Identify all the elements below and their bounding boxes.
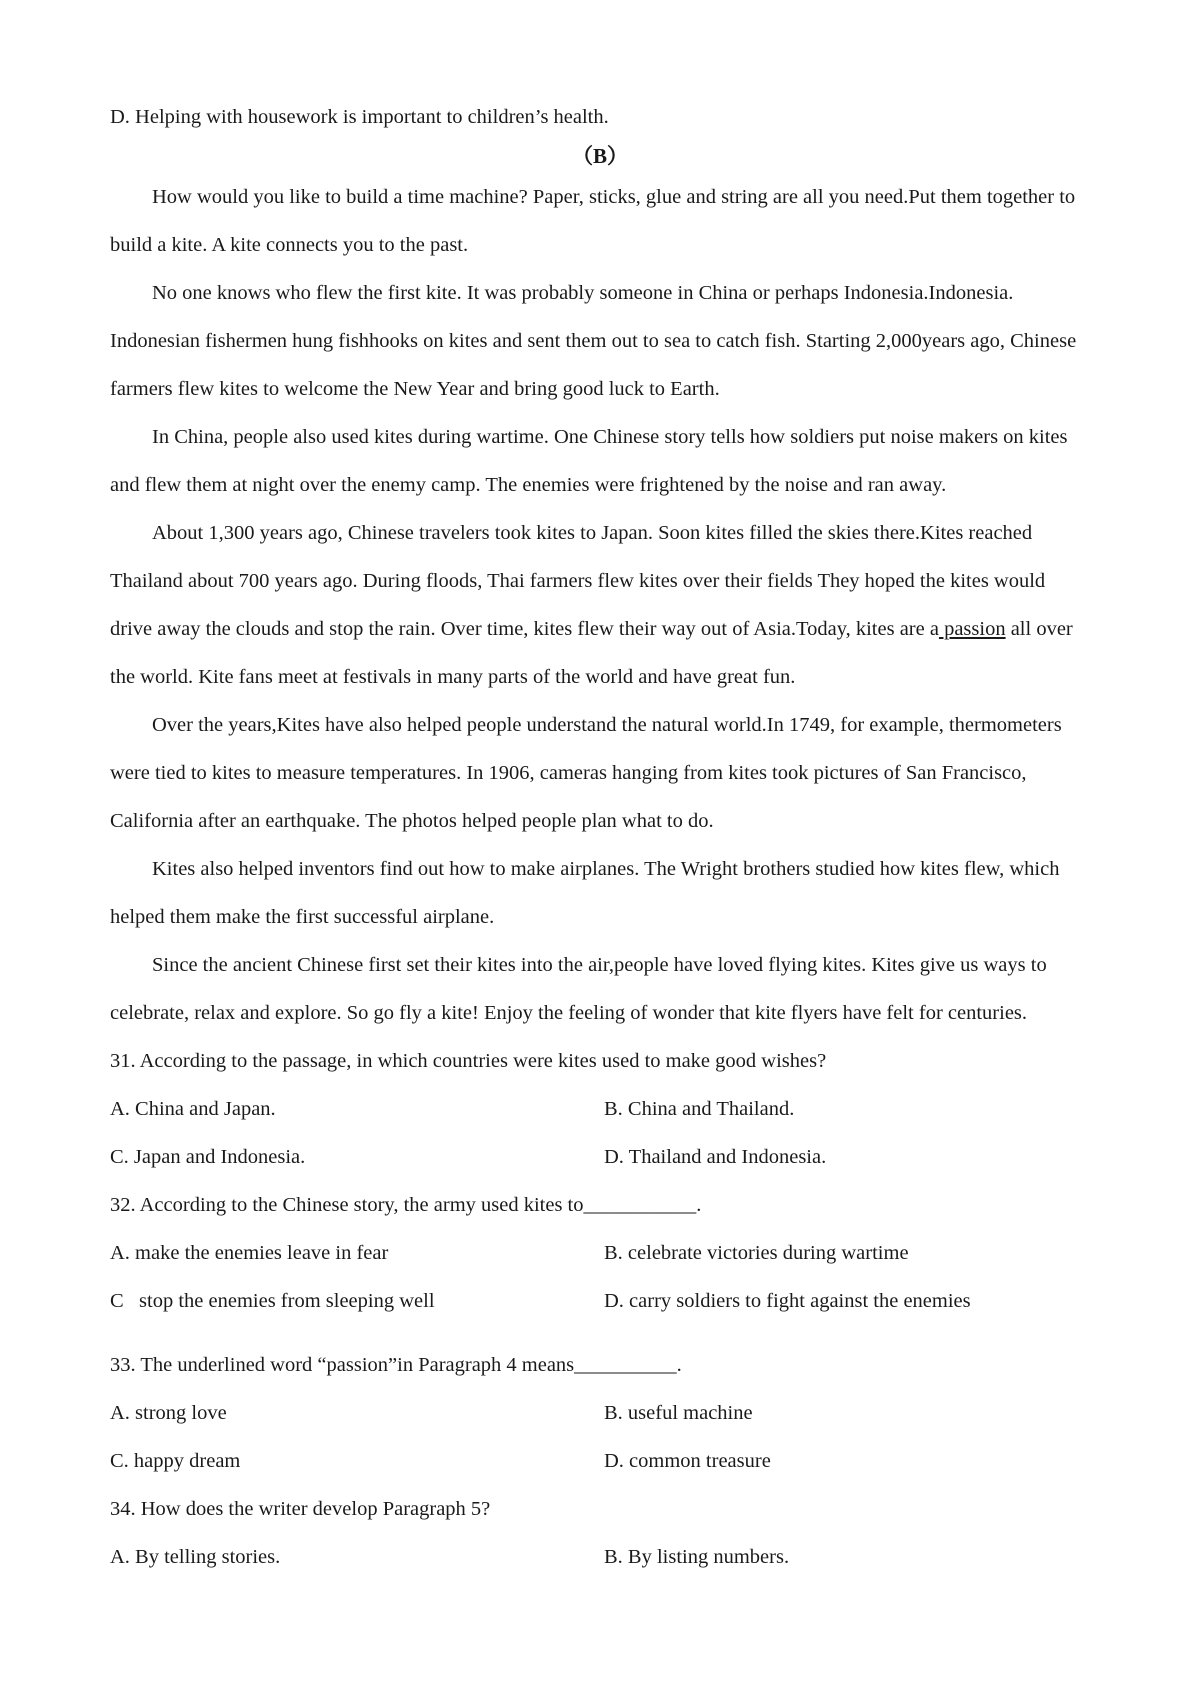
paragraph-5-line: Over the years,Kites have also helped people understand the natural world.In 1749, for example, thermometers <box>152 714 1062 736</box>
paragraph-7-line: Since the ancient Chinese first set their kites into the air,people have loved flying kites. Kites give us ways to <box>152 954 1047 976</box>
paragraph-2-line: No one knows who flew the first kite. It was probably someone in China or perhaps Indonesia.Indonesia. <box>152 282 1014 304</box>
option-b: B. China and Thailand. <box>604 1098 795 1120</box>
paragraph-1-line: build a kite. A kite connects you to the past. <box>110 234 469 256</box>
option-c: C stop the enemies from sleeping well <box>110 1290 435 1312</box>
option-d: D. common treasure <box>604 1450 771 1472</box>
underlined-word-passion: passion <box>938 618 1006 640</box>
paragraph-1-line: How would you like to build a time machine? Paper, sticks, glue and string are all you need.Put them together to <box>152 186 1076 208</box>
paragraph-2-line: Indonesian fishermen hung fishhooks on kites and sent them out to sea to catch fish. Starting 2,000years ago, Chinese <box>110 330 1077 352</box>
question-stem: 34. How does the writer develop Paragraph 5? <box>110 1498 491 1520</box>
paragraph-4-line: the world. Kite fans meet at festivals in many parts of the world and have great fun. <box>110 666 796 688</box>
paragraph-2-line: farmers flew kites to welcome the New Year and bring good luck to Earth. <box>110 378 720 400</box>
paragraph-3-line: In China, people also used kites during wartime. One Chinese story tells how soldiers put noise makers on kites <box>152 426 1068 448</box>
option-a: A. make the enemies leave in fear <box>110 1242 389 1264</box>
previous-option-d: D. Helping with housework is important to children’s health. <box>110 106 609 128</box>
option-b: B. celebrate victories during wartime <box>604 1242 909 1264</box>
option-a: A. By telling stories. <box>110 1546 281 1568</box>
option-c: C. happy dream <box>110 1450 241 1472</box>
question-stem: 33. The underlined word “passion”in Paragraph 4 means__________. <box>110 1354 682 1376</box>
paragraph-5-line: California after an earthquake. The photos helped people plan what to do. <box>110 810 714 832</box>
option-a: A. China and Japan. <box>110 1098 276 1120</box>
paragraph-4-line: About 1,300 years ago, Chinese travelers took kites to Japan. Soon kites filled the skies there.Kites reached <box>152 522 1033 544</box>
paragraph-7-line: celebrate, relax and explore. So go fly a kite! Enjoy the feeling of wonder that kite flyers have felt for centuries. <box>110 1002 1028 1024</box>
question-stem: 31. According to the passage, in which countries were kites used to make good wishes? <box>110 1050 827 1072</box>
option-a: A. strong love <box>110 1402 227 1424</box>
question-stem: 32. According to the Chinese story, the army used kites to___________. <box>110 1194 702 1216</box>
paragraph-6-line: helped them make the first successful airplane. <box>110 906 495 928</box>
paragraph-3-line: and flew them at night over the enemy camp. The enemies were frightened by the noise and ran away. <box>110 474 947 496</box>
paragraph-6-line: Kites also helped inventors find out how to make airplanes. The Wright brothers studied how kites flew, which <box>152 858 1060 880</box>
section-heading: （B） <box>571 144 628 168</box>
option-d: D. carry soldiers to fight against the enemies <box>604 1290 971 1312</box>
paragraph-5-line: were tied to kites to measure temperatures. In 1906, cameras hanging from kites took pictures of San Francisco, <box>110 762 1027 784</box>
paragraph-4-line: Thailand about 700 years ago. During floods, Thai farmers flew kites over their fields They hoped the kites would <box>110 570 1046 592</box>
paragraph-4-text: drive away the clouds and stop the rain. Over time, kites flew their way out of Asia.Today, kites are a <box>110 618 939 640</box>
paragraph-4-line <box>110 616 1100 642</box>
option-d: D. Thailand and Indonesia. <box>604 1146 827 1168</box>
option-b: B. By listing numbers. <box>604 1546 790 1568</box>
option-b: B. useful machine <box>604 1402 753 1424</box>
option-c: C. Japan and Indonesia. <box>110 1146 306 1168</box>
paragraph-4-text: all over <box>1005 618 1073 640</box>
